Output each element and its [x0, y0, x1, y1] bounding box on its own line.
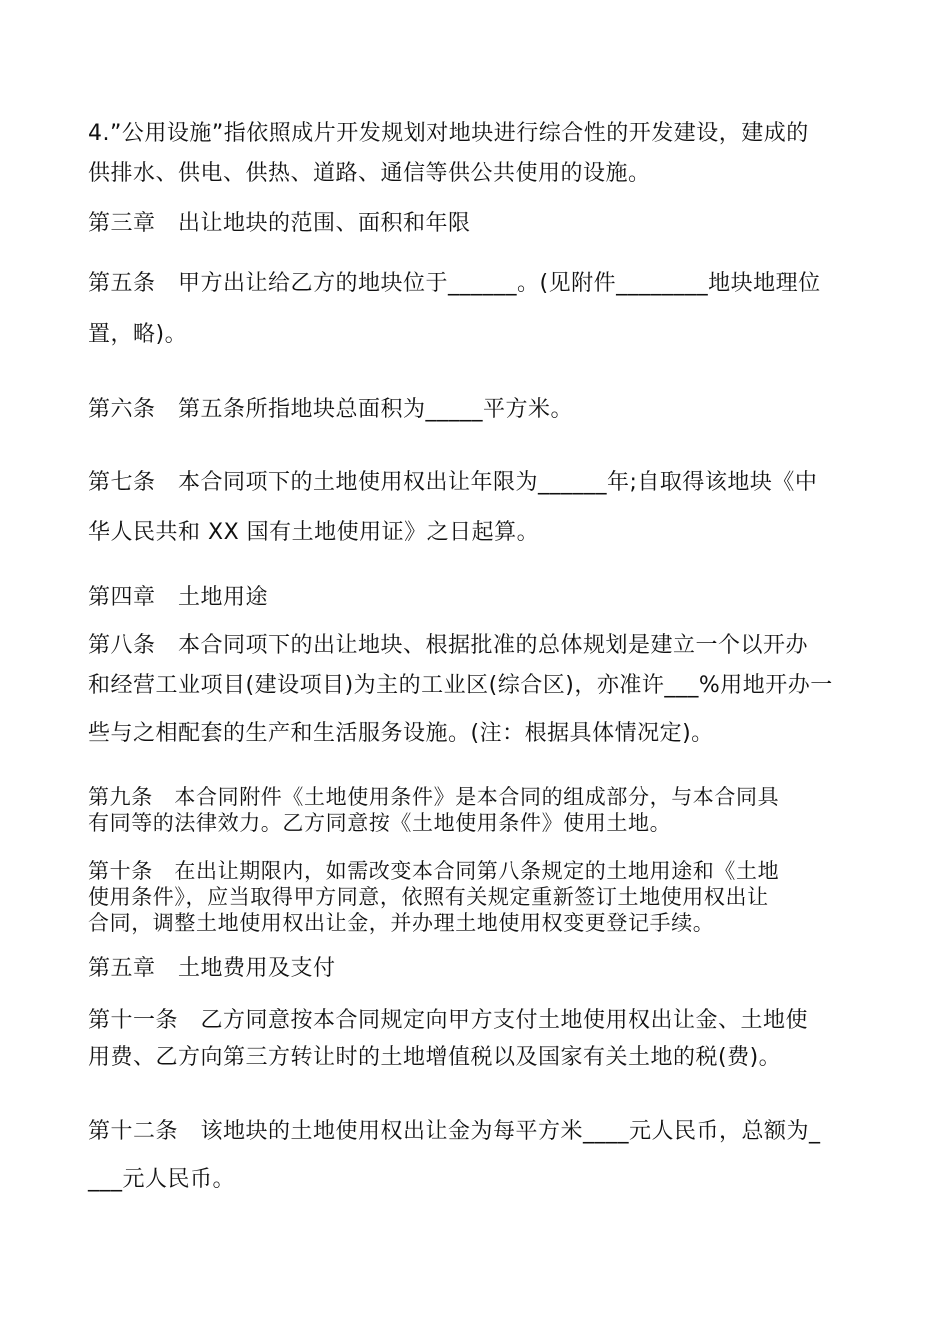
article-6-line-1: 第六条 第五条所指地块总面积为_____平方米。 [88, 397, 574, 422]
clause-4-line-1: 4.”公用设施”指依照成片开发规划对地块进行综合性的开发建设，建成的 [88, 121, 809, 146]
article-12-line-2: ___元人民币。 [88, 1167, 236, 1192]
article-7-line-1: 第七条 本合同项下的土地使用权出让年限为______年;自取得该地块《中 [88, 470, 818, 495]
clause-4-line-2: 供排水、供电、供热、道路、通信等供公共使用的设施。 [88, 161, 651, 186]
article-10-line-2: 使用条件》，应当取得甲方同意，依照有关规定重新签订土地使用权出让 [88, 885, 769, 909]
article-12-line-1: 第十二条 该地块的土地使用权出让金为每平方米____元人民币，总额为_ [88, 1119, 821, 1144]
article-5-line-2: 置，略)。 [88, 322, 188, 347]
article-8-line-1: 第八条 本合同项下的出让地块、根据批准的总体规划是建立一个以开办 [88, 633, 809, 658]
article-9-line-1: 第九条 本合同附件《土地使用条件》是本合同的组成部分，与本合同具 [88, 785, 780, 809]
article-11-line-2: 用费、乙方向第三方转让时的土地增值税以及国家有关土地的税(费)。 [88, 1045, 782, 1070]
article-10-line-1: 第十条 在出让期限内，如需改变本合同第八条规定的土地用途和《土地 [88, 859, 780, 883]
chapter-5-heading: 第五章 土地费用及支付 [88, 956, 336, 981]
article-10-line-3: 合同，调整土地使用权出让金，并办理土地使用权变更登记手续。 [88, 911, 715, 935]
chapter-3-heading: 第三章 出让地块的范围、面积和年限 [88, 211, 471, 236]
article-5-line-1: 第五条 甲方出让给乙方的地块位于______。(见附件________地块地理位 [88, 271, 821, 296]
article-11-line-1: 第十一条 乙方同意按本合同规定向甲方支付土地使用权出让金、土地使 [88, 1008, 809, 1033]
article-8-line-3: 些与之相配套的生产和生活服务设施。(注：根据具体情况定)。 [88, 721, 714, 746]
chapter-4-heading: 第四章 土地用途 [88, 585, 269, 610]
article-7-line-2: 华人民共和 XX 国有土地使用证》之日起算。 [88, 520, 540, 545]
article-8-line-2: 和经营工业项目(建设项目)为主的工业区(综合区)，亦准许___%用地开办一 [88, 673, 833, 698]
article-9-line-2: 有同等的法律效力。乙方同意按《土地使用条件》使用土地。 [88, 811, 672, 835]
